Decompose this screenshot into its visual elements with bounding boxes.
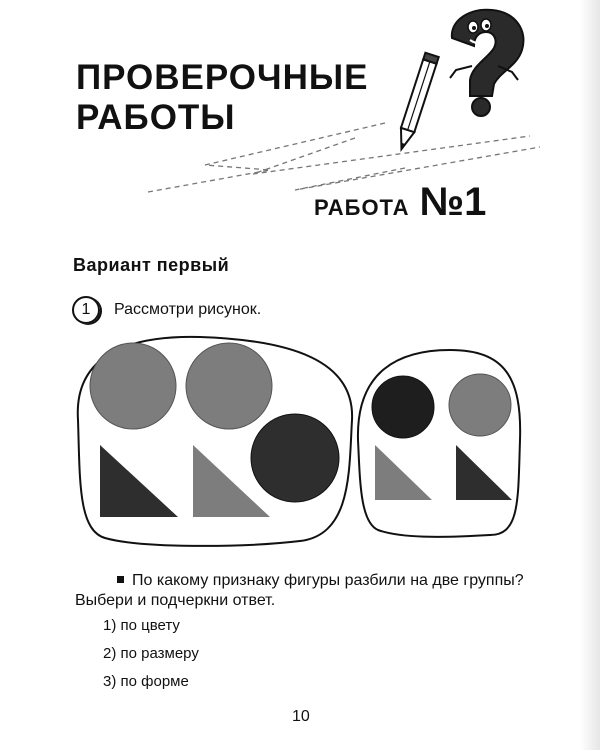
- answer-option-2[interactable]: 2) по размеру: [103, 645, 199, 662]
- bullet-icon: [117, 576, 124, 583]
- gray-circle-1: [90, 343, 176, 429]
- gray-circle-3: [449, 374, 511, 436]
- answer-options: [103, 617, 199, 701]
- gray-triangle-2: [375, 445, 432, 500]
- dark-triangle-1: [100, 445, 178, 517]
- page-number: 10: [292, 708, 310, 725]
- answer-option-3[interactable]: 3) по форме: [103, 673, 189, 690]
- work-label: РАБОТА: [314, 195, 410, 220]
- dark-circle-1: [251, 414, 339, 502]
- answer-option-1[interactable]: 1) по цвету: [103, 617, 180, 634]
- question-text: По какому признаку фигуры разбили на две группы? Выбери и подчеркни ответ.: [75, 572, 524, 609]
- heading-line-1: ПРОВЕРОЧНЫЕ: [76, 58, 369, 97]
- question-text-block: [75, 571, 545, 611]
- heading-line-2: РАБОТЫ: [76, 98, 236, 137]
- dark-triangle-2: [456, 445, 512, 500]
- gray-circle-2: [186, 343, 272, 429]
- task-number-badge: 1: [72, 296, 100, 324]
- variant-heading: Вариант первый: [73, 255, 230, 275]
- dark-circle-2: [372, 376, 434, 438]
- work-number: №1: [419, 180, 487, 224]
- task-instruction: Рассмотри рисунок.: [114, 301, 262, 318]
